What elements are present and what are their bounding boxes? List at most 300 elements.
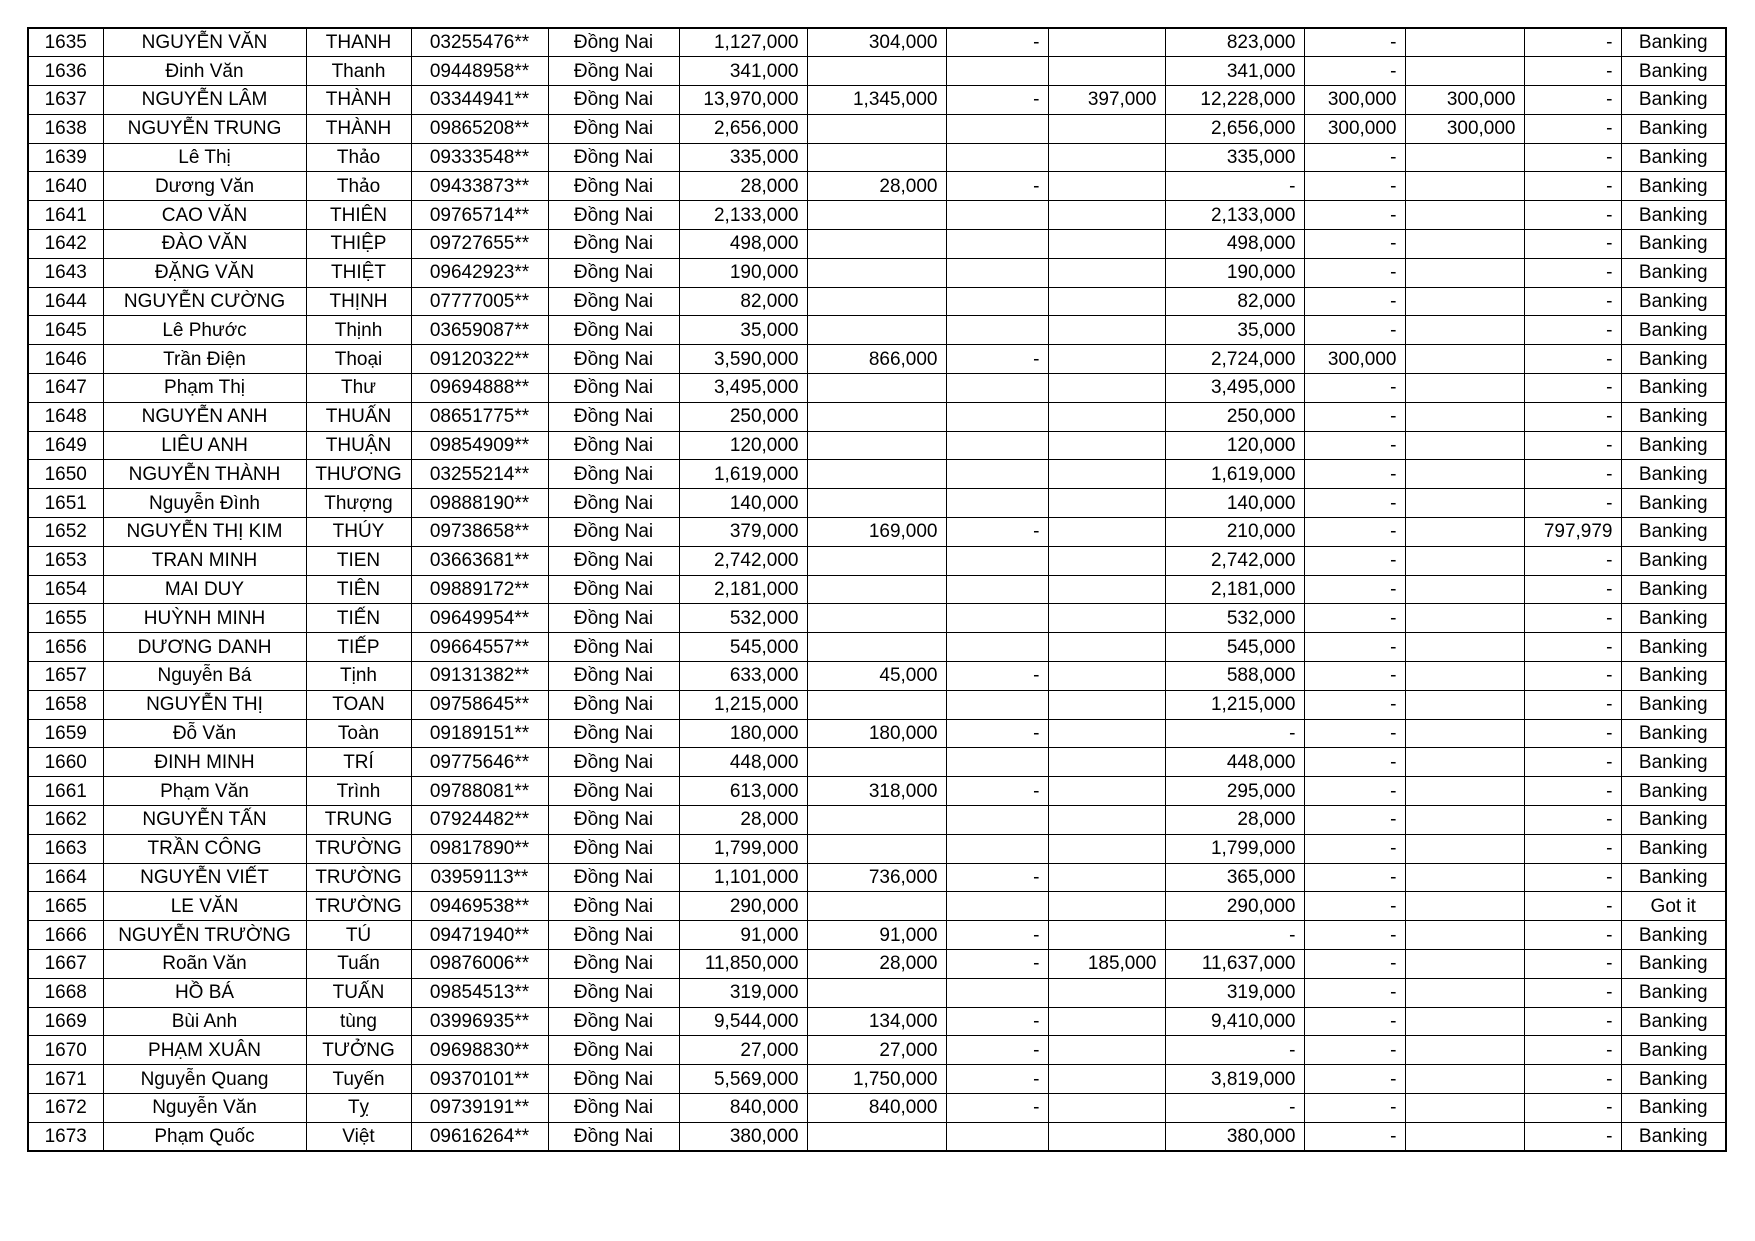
col-l-cell [1405, 143, 1524, 172]
table-row [28, 604, 1726, 633]
col-i-cell [1048, 114, 1165, 143]
surname-cell: NGUYỄN CƯỜNG [103, 287, 306, 316]
col-m-cell: - [1524, 834, 1621, 863]
surname-cell: NGUYỄN TẤN [103, 806, 306, 835]
given-name-cell: TIÊN [306, 575, 411, 604]
col-h-cell: - [946, 1093, 1048, 1122]
total-amount-cell: 380,000 [679, 1122, 807, 1151]
col-i-cell [1048, 345, 1165, 374]
province-cell: Đồng Nai [548, 28, 679, 57]
table-row [28, 834, 1726, 863]
surname-cell: MAI DUY [103, 575, 306, 604]
table-row [28, 114, 1726, 143]
col-i-cell [1048, 518, 1165, 547]
payment-method-cell: Banking [1621, 719, 1726, 748]
payment-method-cell: Got it [1621, 892, 1726, 921]
phone-cell: 09471940** [411, 921, 548, 950]
given-name-cell: TÚ [306, 921, 411, 950]
net-amount-cell: 2,181,000 [1165, 575, 1304, 604]
table-row [28, 806, 1726, 835]
phone-cell: 09433873** [411, 172, 548, 201]
phone-cell: 09664557** [411, 633, 548, 662]
col-h-cell [946, 633, 1048, 662]
net-amount-cell: 3,495,000 [1165, 374, 1304, 403]
col-l-cell [1405, 460, 1524, 489]
given-name-cell: Thịnh [306, 316, 411, 345]
col-l-cell [1405, 230, 1524, 259]
surname-cell: NGUYỄN TRƯỜNG [103, 921, 306, 950]
row-number-cell: 1669 [28, 1007, 103, 1036]
given-name-cell: TOAN [306, 690, 411, 719]
net-amount-cell: 2,656,000 [1165, 114, 1304, 143]
phone-cell: 09817890** [411, 834, 548, 863]
col-l-cell [1405, 1007, 1524, 1036]
given-name-cell: Tịnh [306, 662, 411, 691]
deduction-amount-cell: 28,000 [807, 950, 946, 979]
total-amount-cell: 2,181,000 [679, 575, 807, 604]
table-row [28, 719, 1726, 748]
col-k-cell: - [1304, 1093, 1405, 1122]
col-h-cell [946, 230, 1048, 259]
deduction-amount-cell [807, 201, 946, 230]
col-k-cell: - [1304, 1007, 1405, 1036]
row-number-cell: 1671 [28, 1065, 103, 1094]
col-i-cell [1048, 863, 1165, 892]
col-h-cell [946, 892, 1048, 921]
surname-cell: NGUYỄN THỊ KIM [103, 518, 306, 547]
deduction-amount-cell [807, 489, 946, 518]
given-name-cell: THANH [306, 28, 411, 57]
phone-cell: 09616264** [411, 1122, 548, 1151]
province-cell: Đồng Nai [548, 921, 679, 950]
net-amount-cell: - [1165, 921, 1304, 950]
col-m-cell: - [1524, 1007, 1621, 1036]
col-i-cell [1048, 719, 1165, 748]
province-cell: Đồng Nai [548, 460, 679, 489]
phone-cell: 09775646** [411, 748, 548, 777]
row-number-cell: 1652 [28, 518, 103, 547]
col-k-cell: - [1304, 518, 1405, 547]
surname-cell: NGUYỄN THỊ [103, 690, 306, 719]
col-i-cell [1048, 1122, 1165, 1151]
province-cell: Đồng Nai [548, 950, 679, 979]
phone-cell: 09649954** [411, 604, 548, 633]
table-row [28, 431, 1726, 460]
deduction-amount-cell: 1,750,000 [807, 1065, 946, 1094]
col-l-cell [1405, 1065, 1524, 1094]
net-amount-cell: 12,228,000 [1165, 86, 1304, 115]
surname-cell: Lê Phước [103, 316, 306, 345]
net-amount-cell: 3,819,000 [1165, 1065, 1304, 1094]
given-name-cell: THUẤN [306, 402, 411, 431]
col-h-cell [946, 316, 1048, 345]
table-row [28, 316, 1726, 345]
payment-method-cell: Banking [1621, 1122, 1726, 1151]
col-l-cell [1405, 518, 1524, 547]
given-name-cell: TRÍ [306, 748, 411, 777]
deduction-amount-cell [807, 892, 946, 921]
deduction-amount-cell [807, 575, 946, 604]
deduction-amount-cell: 45,000 [807, 662, 946, 691]
net-amount-cell: 290,000 [1165, 892, 1304, 921]
row-number-cell: 1635 [28, 28, 103, 57]
col-m-cell: - [1524, 921, 1621, 950]
col-l-cell [1405, 863, 1524, 892]
total-amount-cell: 341,000 [679, 57, 807, 86]
net-amount-cell: 1,799,000 [1165, 834, 1304, 863]
col-h-cell: - [946, 28, 1048, 57]
surname-cell: HỒ BÁ [103, 978, 306, 1007]
payment-method-cell: Banking [1621, 1065, 1726, 1094]
payment-method-cell: Banking [1621, 748, 1726, 777]
given-name-cell: THƯƠNG [306, 460, 411, 489]
net-amount-cell: 2,742,000 [1165, 546, 1304, 575]
table-row [28, 748, 1726, 777]
col-h-cell [946, 978, 1048, 1007]
province-cell: Đồng Nai [548, 489, 679, 518]
given-name-cell: TIẾN [306, 604, 411, 633]
col-k-cell: - [1304, 834, 1405, 863]
col-h-cell: - [946, 345, 1048, 374]
col-k-cell: - [1304, 143, 1405, 172]
surname-cell: NGUYỄN LÂM [103, 86, 306, 115]
province-cell: Đồng Nai [548, 662, 679, 691]
col-h-cell: - [946, 950, 1048, 979]
surname-cell: Lê Thị [103, 143, 306, 172]
net-amount-cell: - [1165, 719, 1304, 748]
payment-method-cell: Banking [1621, 402, 1726, 431]
col-k-cell: - [1304, 258, 1405, 287]
table-row [28, 143, 1726, 172]
row-number-cell: 1654 [28, 575, 103, 604]
col-i-cell [1048, 690, 1165, 719]
total-amount-cell: 190,000 [679, 258, 807, 287]
table-row [28, 460, 1726, 489]
deduction-amount-cell: 169,000 [807, 518, 946, 547]
province-cell: Đồng Nai [548, 892, 679, 921]
total-amount-cell: 290,000 [679, 892, 807, 921]
phone-cell: 09854513** [411, 978, 548, 1007]
net-amount-cell: 120,000 [1165, 431, 1304, 460]
row-number-cell: 1647 [28, 374, 103, 403]
province-cell: Đồng Nai [548, 633, 679, 662]
surname-cell: NGUYỄN ANH [103, 402, 306, 431]
payment-method-cell: Banking [1621, 950, 1726, 979]
col-l-cell [1405, 57, 1524, 86]
total-amount-cell: 613,000 [679, 777, 807, 806]
surname-cell: ĐẶNG VĂN [103, 258, 306, 287]
col-m-cell: - [1524, 546, 1621, 575]
total-amount-cell: 140,000 [679, 489, 807, 518]
table-row [28, 374, 1726, 403]
province-cell: Đồng Nai [548, 748, 679, 777]
phone-cell: 03255476** [411, 28, 548, 57]
surname-cell: ĐÀO VĂN [103, 230, 306, 259]
payment-method-cell: Banking [1621, 431, 1726, 460]
net-amount-cell: - [1165, 1093, 1304, 1122]
col-l-cell [1405, 431, 1524, 460]
province-cell: Đồng Nai [548, 316, 679, 345]
total-amount-cell: 5,569,000 [679, 1065, 807, 1094]
phone-cell: 09788081** [411, 777, 548, 806]
payment-method-cell: Banking [1621, 143, 1726, 172]
row-number-cell: 1648 [28, 402, 103, 431]
net-amount-cell: - [1165, 1036, 1304, 1065]
deduction-amount-cell [807, 806, 946, 835]
phone-cell: 09120322** [411, 345, 548, 374]
given-name-cell: TUẤN [306, 978, 411, 1007]
col-l-cell [1405, 1093, 1524, 1122]
surname-cell: NGUYỄN THÀNH [103, 460, 306, 489]
surname-cell: TRẦN CÔNG [103, 834, 306, 863]
col-m-cell: - [1524, 633, 1621, 662]
given-name-cell: THIÊN [306, 201, 411, 230]
surname-cell: Trần Điện [103, 345, 306, 374]
phone-cell: 09739191** [411, 1093, 548, 1122]
col-i-cell [1048, 28, 1165, 57]
row-number-cell: 1649 [28, 431, 103, 460]
col-i-cell [1048, 143, 1165, 172]
total-amount-cell: 1,127,000 [679, 28, 807, 57]
col-m-cell: - [1524, 230, 1621, 259]
col-m-cell: - [1524, 431, 1621, 460]
col-h-cell [946, 258, 1048, 287]
given-name-cell: TIẾP [306, 633, 411, 662]
col-h-cell: - [946, 662, 1048, 691]
payment-method-cell: Banking [1621, 806, 1726, 835]
province-cell: Đồng Nai [548, 287, 679, 316]
province-cell: Đồng Nai [548, 258, 679, 287]
table-row [28, 892, 1726, 921]
phone-cell: 03959113** [411, 863, 548, 892]
province-cell: Đồng Nai [548, 1093, 679, 1122]
col-k-cell: - [1304, 1122, 1405, 1151]
col-l-cell [1405, 575, 1524, 604]
col-i-cell [1048, 575, 1165, 604]
col-l-cell [1405, 633, 1524, 662]
deduction-amount-cell: 736,000 [807, 863, 946, 892]
col-i-cell [1048, 460, 1165, 489]
row-number-cell: 1662 [28, 806, 103, 835]
payment-method-cell: Banking [1621, 374, 1726, 403]
payment-method-cell: Banking [1621, 1036, 1726, 1065]
province-cell: Đồng Nai [548, 86, 679, 115]
col-k-cell: - [1304, 201, 1405, 230]
phone-cell: 07777005** [411, 287, 548, 316]
row-number-cell: 1658 [28, 690, 103, 719]
row-number-cell: 1670 [28, 1036, 103, 1065]
net-amount-cell: 823,000 [1165, 28, 1304, 57]
row-number-cell: 1651 [28, 489, 103, 518]
col-m-cell: - [1524, 201, 1621, 230]
col-l-cell: 300,000 [1405, 114, 1524, 143]
col-l-cell [1405, 489, 1524, 518]
phone-cell: 09698830** [411, 1036, 548, 1065]
table-row [28, 1093, 1726, 1122]
deduction-amount-cell [807, 402, 946, 431]
deduction-amount-cell: 180,000 [807, 719, 946, 748]
table-row [28, 1065, 1726, 1094]
col-k-cell: - [1304, 460, 1405, 489]
col-h-cell [946, 402, 1048, 431]
payment-method-cell: Banking [1621, 690, 1726, 719]
deduction-amount-cell [807, 230, 946, 259]
col-h-cell: - [946, 719, 1048, 748]
col-l-cell [1405, 546, 1524, 575]
row-number-cell: 1636 [28, 57, 103, 86]
col-k-cell: - [1304, 1036, 1405, 1065]
phone-cell: 09469538** [411, 892, 548, 921]
net-amount-cell: 532,000 [1165, 604, 1304, 633]
total-amount-cell: 3,495,000 [679, 374, 807, 403]
col-h-cell [946, 834, 1048, 863]
total-amount-cell: 1,799,000 [679, 834, 807, 863]
table-row [28, 258, 1726, 287]
province-cell: Đồng Nai [548, 806, 679, 835]
surname-cell: HUỲNH MINH [103, 604, 306, 633]
row-number-cell: 1639 [28, 143, 103, 172]
col-l-cell [1405, 201, 1524, 230]
col-l-cell [1405, 748, 1524, 777]
deduction-amount-cell: 866,000 [807, 345, 946, 374]
col-k-cell: - [1304, 431, 1405, 460]
payment-method-cell: Banking [1621, 575, 1726, 604]
payment-method-cell: Banking [1621, 777, 1726, 806]
province-cell: Đồng Nai [548, 1122, 679, 1151]
col-l-cell [1405, 1036, 1524, 1065]
total-amount-cell: 633,000 [679, 662, 807, 691]
given-name-cell: THÀNH [306, 114, 411, 143]
col-m-cell: - [1524, 777, 1621, 806]
phone-cell: 09727655** [411, 230, 548, 259]
total-amount-cell: 35,000 [679, 316, 807, 345]
phone-cell: 09888190** [411, 489, 548, 518]
col-h-cell [946, 748, 1048, 777]
col-i-cell [1048, 1036, 1165, 1065]
phone-cell: 07924482** [411, 806, 548, 835]
table-row [28, 230, 1726, 259]
col-k-cell: - [1304, 863, 1405, 892]
col-m-cell: - [1524, 1036, 1621, 1065]
col-l-cell [1405, 258, 1524, 287]
col-i-cell [1048, 834, 1165, 863]
col-m-cell: - [1524, 1122, 1621, 1151]
col-l-cell [1405, 172, 1524, 201]
given-name-cell: TRƯỜNG [306, 863, 411, 892]
col-m-cell: - [1524, 345, 1621, 374]
surname-cell: PHẠM XUÂN [103, 1036, 306, 1065]
phone-cell: 09865208** [411, 114, 548, 143]
col-m-cell: - [1524, 57, 1621, 86]
col-k-cell: - [1304, 402, 1405, 431]
col-l-cell [1405, 806, 1524, 835]
col-m-cell: - [1524, 316, 1621, 345]
phone-cell: 09758645** [411, 690, 548, 719]
col-h-cell [946, 57, 1048, 86]
deduction-amount-cell [807, 258, 946, 287]
row-number-cell: 1673 [28, 1122, 103, 1151]
net-amount-cell: 1,215,000 [1165, 690, 1304, 719]
surname-cell: NGUYỄN VĂN [103, 28, 306, 57]
col-i-cell [1048, 1007, 1165, 1036]
net-amount-cell: 210,000 [1165, 518, 1304, 547]
net-amount-cell: 250,000 [1165, 402, 1304, 431]
col-l-cell [1405, 374, 1524, 403]
col-i-cell [1048, 748, 1165, 777]
given-name-cell: Thư [306, 374, 411, 403]
col-h-cell: - [946, 518, 1048, 547]
table-row [28, 690, 1726, 719]
table-row [28, 201, 1726, 230]
col-i-cell [1048, 1093, 1165, 1122]
deduction-amount-cell [807, 57, 946, 86]
given-name-cell: Thảo [306, 172, 411, 201]
col-i-cell [1048, 806, 1165, 835]
col-m-cell: - [1524, 143, 1621, 172]
deduction-amount-cell: 840,000 [807, 1093, 946, 1122]
col-m-cell: - [1524, 374, 1621, 403]
col-k-cell: - [1304, 604, 1405, 633]
deduction-amount-cell: 91,000 [807, 921, 946, 950]
surname-cell: ĐINH MINH [103, 748, 306, 777]
deduction-amount-cell [807, 143, 946, 172]
col-k-cell: - [1304, 57, 1405, 86]
col-k-cell: - [1304, 719, 1405, 748]
row-number-cell: 1640 [28, 172, 103, 201]
net-amount-cell: 545,000 [1165, 633, 1304, 662]
col-h-cell: - [946, 1007, 1048, 1036]
col-m-cell: - [1524, 28, 1621, 57]
col-k-cell: 300,000 [1304, 86, 1405, 115]
net-amount-cell: 448,000 [1165, 748, 1304, 777]
col-h-cell [946, 201, 1048, 230]
col-m-cell: - [1524, 86, 1621, 115]
given-name-cell: Thanh [306, 57, 411, 86]
col-k-cell: - [1304, 950, 1405, 979]
total-amount-cell: 379,000 [679, 518, 807, 547]
col-h-cell [946, 575, 1048, 604]
given-name-cell: THUẬN [306, 431, 411, 460]
payment-method-cell: Banking [1621, 230, 1726, 259]
col-i-cell: 397,000 [1048, 86, 1165, 115]
deduction-amount-cell [807, 834, 946, 863]
deduction-amount-cell [807, 287, 946, 316]
col-m-cell: - [1524, 690, 1621, 719]
surname-cell: Nguyễn Đình [103, 489, 306, 518]
total-amount-cell: 180,000 [679, 719, 807, 748]
deduction-amount-cell [807, 374, 946, 403]
net-amount-cell: 341,000 [1165, 57, 1304, 86]
payment-method-cell: Banking [1621, 863, 1726, 892]
col-i-cell [1048, 258, 1165, 287]
province-cell: Đồng Nai [548, 114, 679, 143]
payment-method-cell: Banking [1621, 546, 1726, 575]
col-k-cell: - [1304, 806, 1405, 835]
given-name-cell: TƯỞNG [306, 1036, 411, 1065]
col-l-cell [1405, 316, 1524, 345]
total-amount-cell: 335,000 [679, 143, 807, 172]
net-amount-cell: 498,000 [1165, 230, 1304, 259]
col-i-cell [1048, 662, 1165, 691]
net-amount-cell: 588,000 [1165, 662, 1304, 691]
payment-method-cell: Banking [1621, 604, 1726, 633]
total-amount-cell: 13,970,000 [679, 86, 807, 115]
col-l-cell [1405, 402, 1524, 431]
deduction-amount-cell [807, 690, 946, 719]
table-row [28, 86, 1726, 115]
given-name-cell: THÚY [306, 518, 411, 547]
deduction-amount-cell [807, 431, 946, 460]
